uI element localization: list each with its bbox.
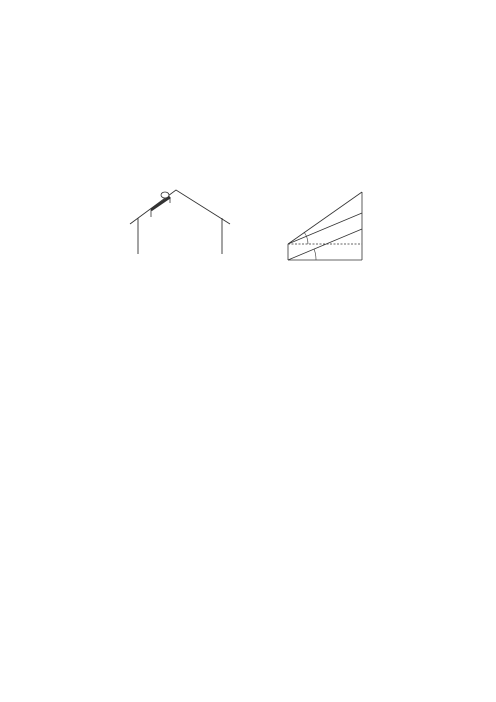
left-figure: [118, 188, 248, 258]
right-figure: [276, 188, 386, 270]
